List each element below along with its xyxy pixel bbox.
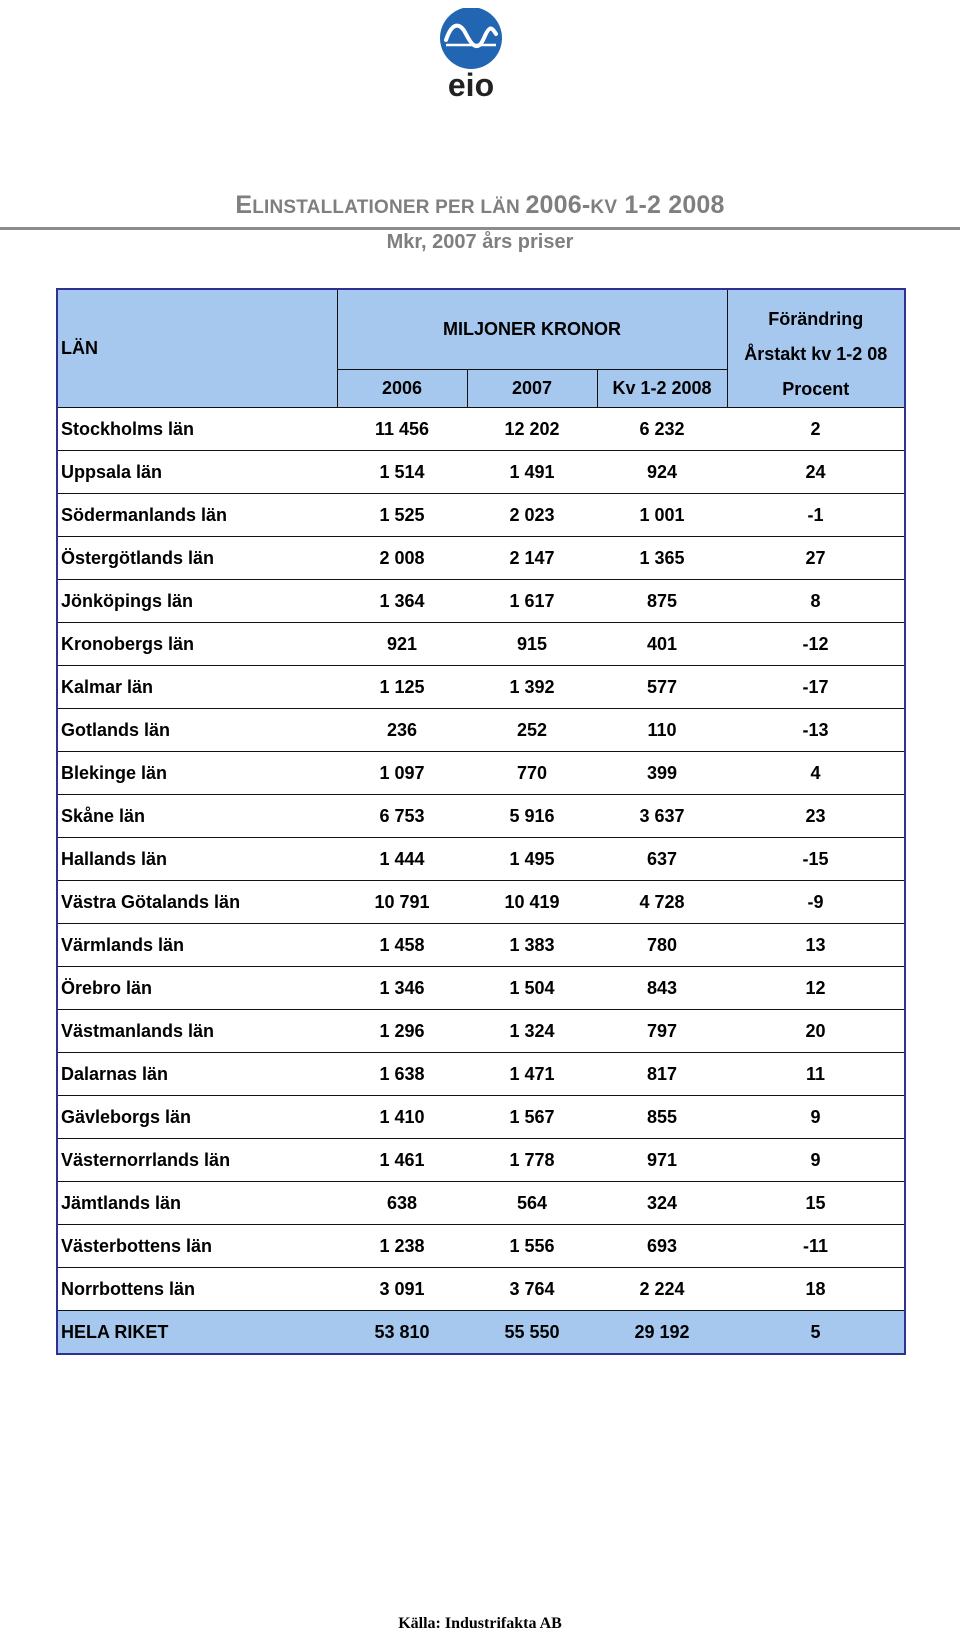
table-cell: 638 — [337, 1182, 467, 1225]
table-cell: 1 364 — [337, 580, 467, 623]
header-forandring-line1: Förändring — [768, 309, 864, 329]
table-cell: -11 — [727, 1225, 905, 1268]
header-2007: 2007 — [467, 370, 597, 408]
table-cell: 18 — [727, 1268, 905, 1311]
table-cell: 924 — [597, 451, 727, 494]
eio-logo — [438, 8, 504, 100]
table-cell: 24 — [727, 451, 905, 494]
region-name: Södermanlands län — [57, 494, 337, 537]
table-row — [57, 1268, 905, 1311]
table-cell: 1 471 — [467, 1053, 597, 1096]
table-row — [57, 924, 905, 967]
table-cell: 6 232 — [597, 408, 727, 451]
table-row — [57, 838, 905, 881]
header-miljoner-kronor: MILJONER KRONOR — [337, 289, 727, 370]
table-row — [57, 451, 905, 494]
table-cell: 921 — [337, 623, 467, 666]
table-cell: 1 617 — [467, 580, 597, 623]
source-note: Källa: Industrifakta AB — [398, 1615, 562, 1632]
table-cell: 15 — [727, 1182, 905, 1225]
table-row — [57, 709, 905, 752]
table-row — [57, 494, 905, 537]
region-name: HELA RIKET — [57, 1311, 337, 1355]
table-cell: 252 — [467, 709, 597, 752]
table-cell: 1 324 — [467, 1010, 597, 1053]
region-name: Kronobergs län — [57, 623, 337, 666]
table-cell: 12 — [727, 967, 905, 1010]
table-cell: 693 — [597, 1225, 727, 1268]
region-name: Uppsala län — [57, 451, 337, 494]
logo-wordmark: eio — [447, 67, 495, 100]
table-cell: 12 202 — [467, 408, 597, 451]
page-title: ELINSTALLATIONER PER LÄN 2006-KV 1-2 2008 — [235, 191, 725, 219]
table-cell: -15 — [727, 838, 905, 881]
table-header-row — [57, 289, 905, 370]
table-cell: 1 392 — [467, 666, 597, 709]
table-cell: 1 097 — [337, 752, 467, 795]
header-kv-1-2-2008: Kv 1-2 2008 — [597, 370, 727, 408]
table-cell: 1 567 — [467, 1096, 597, 1139]
region-name: Västra Götalands län — [57, 881, 337, 924]
table-cell: -1 — [727, 494, 905, 537]
region-name: Stockholms län — [57, 408, 337, 451]
table-cell: 11 — [727, 1053, 905, 1096]
region-name: Västernorrlands län — [57, 1139, 337, 1182]
table-cell: 2 — [727, 408, 905, 451]
table-row — [57, 1182, 905, 1225]
title-rule — [0, 227, 960, 230]
table-cell: 4 728 — [597, 881, 727, 924]
table-cell: 1 410 — [337, 1096, 467, 1139]
table-cell: -12 — [727, 623, 905, 666]
table-cell: 1 556 — [467, 1225, 597, 1268]
region-name: Jämtlands län — [57, 1182, 337, 1225]
table-cell: -17 — [727, 666, 905, 709]
region-name: Västerbottens län — [57, 1225, 337, 1268]
table-cell: 3 637 — [597, 795, 727, 838]
region-name: Blekinge län — [57, 752, 337, 795]
table-row — [57, 1096, 905, 1139]
table-cell: 3 764 — [467, 1268, 597, 1311]
table-cell: 6 753 — [337, 795, 467, 838]
table-cell: 10 791 — [337, 881, 467, 924]
table-cell: 875 — [597, 580, 727, 623]
table-cell: 2 224 — [597, 1268, 727, 1311]
region-name: Hallands län — [57, 838, 337, 881]
table-cell: 5 — [727, 1311, 905, 1355]
table-row — [57, 795, 905, 838]
table-cell: 1 778 — [467, 1139, 597, 1182]
table-cell: 1 458 — [337, 924, 467, 967]
table-cell: 53 810 — [337, 1311, 467, 1355]
table-cell: 637 — [597, 838, 727, 881]
table-cell: 1 638 — [337, 1053, 467, 1096]
table-cell: 770 — [467, 752, 597, 795]
header-lan: LÄN — [57, 289, 337, 408]
header-2006: 2006 — [337, 370, 467, 408]
table-cell: 401 — [597, 623, 727, 666]
table-cell: 1 238 — [337, 1225, 467, 1268]
region-table — [56, 288, 906, 1355]
table-cell: 817 — [597, 1053, 727, 1096]
header-forandring — [727, 289, 905, 408]
table-cell: 324 — [597, 1182, 727, 1225]
table-row — [57, 580, 905, 623]
table-cell: -9 — [727, 881, 905, 924]
table-row — [57, 1225, 905, 1268]
table-cell: 11 456 — [337, 408, 467, 451]
table-row — [57, 666, 905, 709]
table-cell: 1 525 — [337, 494, 467, 537]
table-cell: 9 — [727, 1139, 905, 1182]
table-cell: 1 495 — [467, 838, 597, 881]
table-cell: 9 — [727, 1096, 905, 1139]
table-row — [57, 1053, 905, 1096]
total-row — [57, 1311, 905, 1355]
table-cell: 1 346 — [337, 967, 467, 1010]
header-forandring-line2: Årstakt kv 1-2 08 — [744, 344, 888, 364]
table-row — [57, 967, 905, 1010]
header-procent: Procent — [782, 379, 850, 399]
table-cell: 20 — [727, 1010, 905, 1053]
table-row — [57, 623, 905, 666]
table-cell: 1 461 — [337, 1139, 467, 1182]
table-cell: 1 296 — [337, 1010, 467, 1053]
table-cell: 23 — [727, 795, 905, 838]
table-cell: 1 383 — [467, 924, 597, 967]
table-row — [57, 408, 905, 451]
table-cell: 5 916 — [467, 795, 597, 838]
table-cell: 13 — [727, 924, 905, 967]
table-cell: 915 — [467, 623, 597, 666]
table-cell: 1 125 — [337, 666, 467, 709]
table-row — [57, 881, 905, 924]
table-cell: 577 — [597, 666, 727, 709]
region-name: Jönköpings län — [57, 580, 337, 623]
table-cell: 110 — [597, 709, 727, 752]
table-cell: 4 — [727, 752, 905, 795]
table-cell: 399 — [597, 752, 727, 795]
table-cell: 564 — [467, 1182, 597, 1225]
table-cell: 27 — [727, 537, 905, 580]
table-cell: 855 — [597, 1096, 727, 1139]
table-cell: 236 — [337, 709, 467, 752]
table-cell: 2 023 — [467, 494, 597, 537]
table-row — [57, 1010, 905, 1053]
region-name: Gävleborgs län — [57, 1096, 337, 1139]
region-name: Skåne län — [57, 795, 337, 838]
table-cell: 2 147 — [467, 537, 597, 580]
table-cell: 1 444 — [337, 838, 467, 881]
table-cell: 1 491 — [467, 451, 597, 494]
region-name: Kalmar län — [57, 666, 337, 709]
table-cell: 8 — [727, 580, 905, 623]
table-cell: 2 008 — [337, 537, 467, 580]
region-name: Gotlands län — [57, 709, 337, 752]
table-cell: 10 419 — [467, 881, 597, 924]
region-name: Örebro län — [57, 967, 337, 1010]
table-cell: 1 504 — [467, 967, 597, 1010]
table-cell: 1 514 — [337, 451, 467, 494]
table-cell: 55 550 — [467, 1311, 597, 1355]
region-name: Västmanlands län — [57, 1010, 337, 1053]
table-cell: 843 — [597, 967, 727, 1010]
table-cell: -13 — [727, 709, 905, 752]
table-cell: 3 091 — [337, 1268, 467, 1311]
table-row — [57, 537, 905, 580]
table-cell: 797 — [597, 1010, 727, 1053]
region-name: Östergötlands län — [57, 537, 337, 580]
page-subtitle: Mkr, 2007 års priser — [386, 231, 574, 253]
region-name: Värmlands län — [57, 924, 337, 967]
table-cell: 1 365 — [597, 537, 727, 580]
table-cell: 780 — [597, 924, 727, 967]
region-name: Norrbottens län — [57, 1268, 337, 1311]
table-row — [57, 752, 905, 795]
table-cell: 971 — [597, 1139, 727, 1182]
region-name: Dalarnas län — [57, 1053, 337, 1096]
table-cell: 1 001 — [597, 494, 727, 537]
table-cell: 29 192 — [597, 1311, 727, 1355]
table-row — [57, 1139, 905, 1182]
